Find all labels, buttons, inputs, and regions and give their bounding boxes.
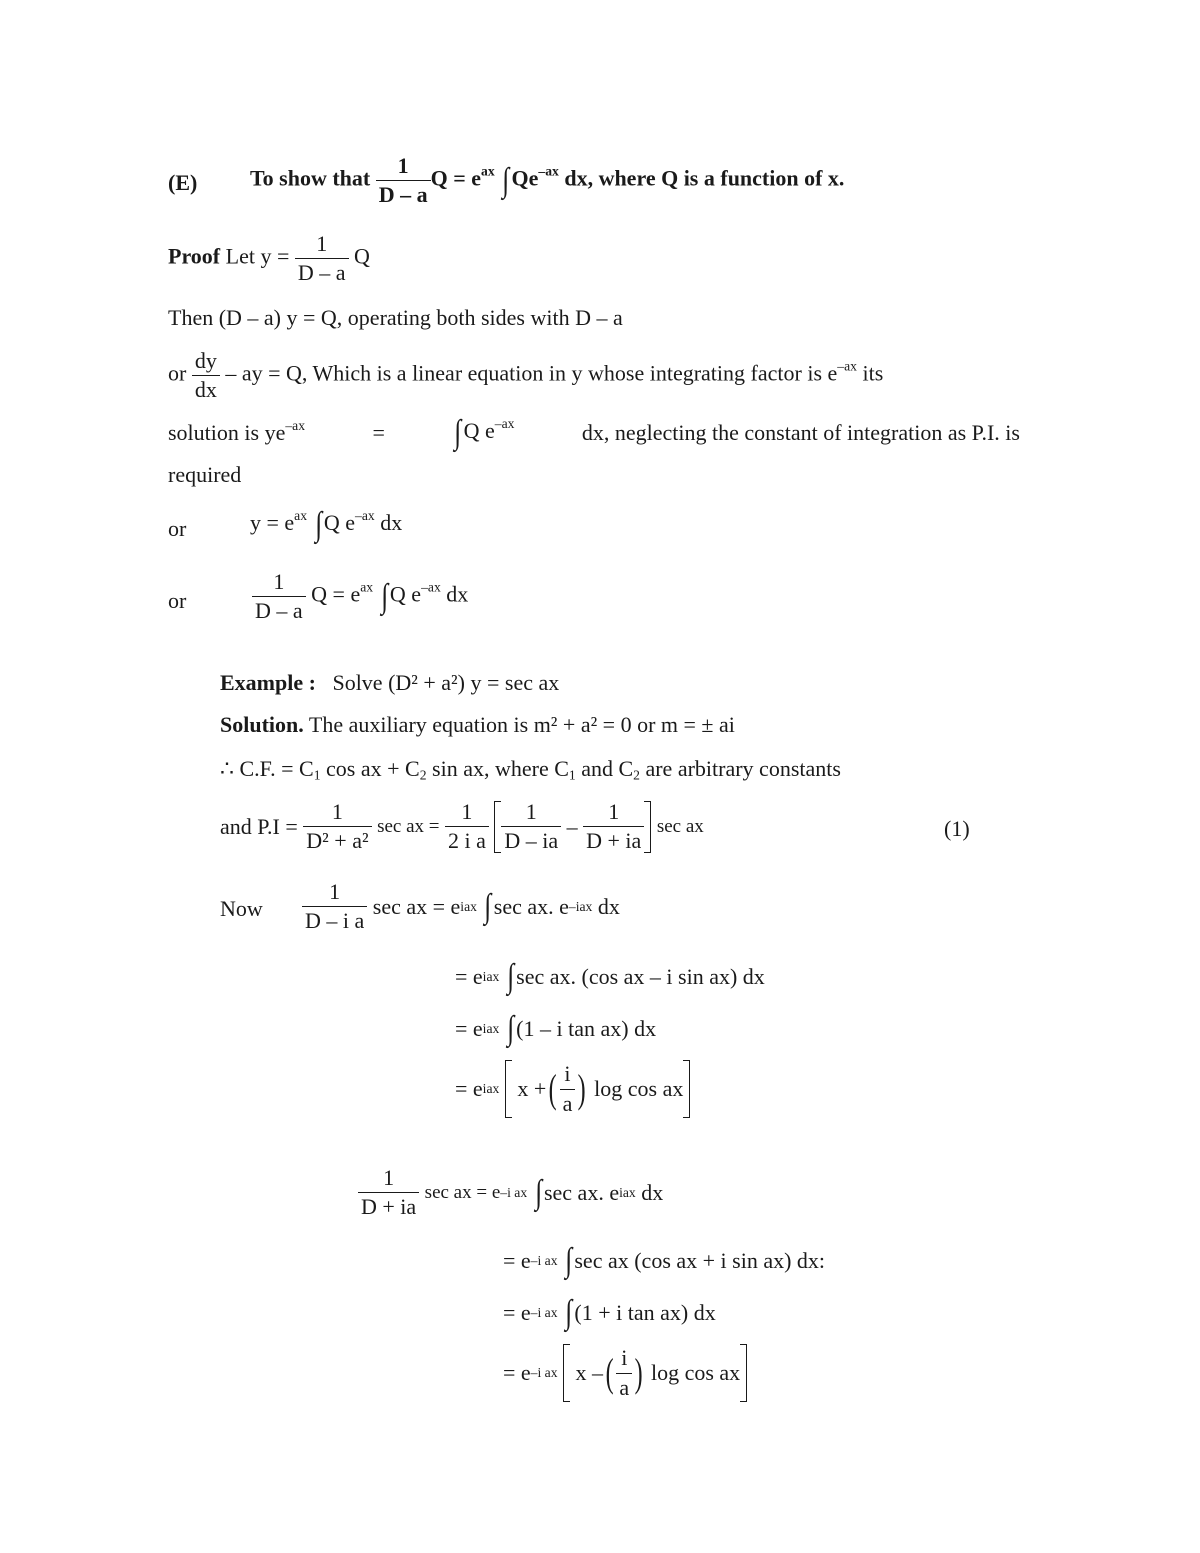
example-label: Example : <box>220 670 316 695</box>
pi-line: and P.I = $\frac{1}{\text{D² + a²}}$ sec ax = $\frac{1}{\text{2 i a}}$ $\frac{1}{D - ia}$ – $\frac{1}{D + ia}$ sec ax <box>220 799 704 854</box>
right-paren: ) <box>634 1350 643 1395</box>
then-line: Then (D – a) y = Q, operating both sides with D – a <box>168 305 623 330</box>
integral-sign: ∫ <box>565 1294 573 1331</box>
now-line-2: = e iax ∫ sec ax. (cos ax – i sin ax) dx <box>455 958 765 995</box>
integral-sign: ∫ <box>506 1010 514 1047</box>
solution-line: solution is $ye^{-ax}$ = ∫Q $e^{-ax}$ dx, neglecting the constant of integration as P.I. is <box>168 414 1020 451</box>
now-line-3: = e iax ∫ (1 – i tan ax) dx <box>455 1010 657 1047</box>
second-line-3: = e –i ax ∫ (1 + i tan ax) dx <box>503 1294 716 1331</box>
operator-result: $\frac{1}{D - a}$ $Q = e^{ax}$ ∫Q $e^{-ax}$ dx <box>252 570 468 623</box>
heading-statement: To show that $\frac{1}{D - a}$ $Q = e^{ax}$ $\int Qe^{-ax}$ dx, where Q is a function of x. <box>250 153 845 208</box>
integral-sign: ∫ <box>502 161 510 199</box>
left-paren: ( <box>605 1350 614 1395</box>
proof-label: Proof <box>168 243 221 269</box>
solution-heading-line: Solution. The auxiliary equation is m² + a² = 0 or m = ± ai <box>220 712 735 737</box>
now-line-4: = e iax x + ( $\frac{i}{a}$ ) log cos ax <box>455 1060 690 1118</box>
second-first-line: $\frac{1}{D + ia}$ sec ax = e –i ax ∫ sec ax. e iax dx <box>358 1166 663 1219</box>
fraction-dy-dx: $\frac{dy}{dx}$ <box>192 349 220 402</box>
equation-number: (1) <box>944 816 970 841</box>
heading-to-show: To show that <box>250 165 371 191</box>
now-first-line: $\frac{1}{\text{D – i a}}$ sec ax = e iax ∫ sec ax. e –iax dx <box>302 880 620 933</box>
fraction-1-over-d-minus-ia: $\frac{1}{D - ia}$ <box>501 800 561 853</box>
integral-sign: ∫ <box>565 1242 573 1279</box>
fraction-1-over-d-minus-ia: $\frac{1}{\text{D – i a}}$ <box>302 880 367 933</box>
integral-sign: ∫ <box>314 506 322 543</box>
y-equation: $y = e^{ax}$ ∫Q $e^{-ax}$ dx <box>250 506 403 543</box>
right-paren: ) <box>578 1066 587 1111</box>
cf-line: ∴ C.F. = $C_1$ cos ax + $C_2$ sin ax, where $C_1$ and $C_2$ are arbitrary constants <box>220 756 841 783</box>
right-bracket <box>644 801 651 853</box>
fraction-1-over-d-minus-a: $\frac{1}{D - a}$ <box>252 570 306 623</box>
section-label: (E) <box>168 170 198 195</box>
proof-line: Proof Let y = $\frac{1}{D - a}$ Q <box>168 231 370 286</box>
fraction-i-over-a: $\frac{i}{a}$ <box>560 1062 576 1115</box>
fraction-i-over-a: $\frac{i}{a}$ <box>616 1346 632 1399</box>
integral-sign: ∫ <box>506 958 514 995</box>
fraction-1-over-d2-a2: $\frac{1}{\text{D² + a²}}$ <box>303 800 371 853</box>
integral-sign: ∫ <box>454 414 462 451</box>
required-line: required <box>168 462 242 487</box>
left-paren: ( <box>548 1066 557 1111</box>
or-label: or <box>168 516 187 541</box>
example-line: Example : Solve (D² + a²) y = sec ax <box>220 670 560 695</box>
left-bracket <box>505 1060 512 1118</box>
integral-sign: ∫ <box>484 887 492 925</box>
solution-label: Solution. <box>220 712 304 737</box>
fraction-1-over-d-minus-a: $\frac{1}{D - a}$ <box>376 154 431 207</box>
right-bracket <box>740 1344 747 1402</box>
integral-sign: ∫ <box>534 1173 542 1211</box>
integral-sign: ∫ <box>380 577 388 615</box>
left-bracket <box>494 801 501 853</box>
fraction-1-over-d-plus-ia: $\frac{1}{D + ia}$ <box>583 800 644 853</box>
fraction-1-over-d-minus-a: $\frac{1}{D - a}$ <box>295 232 349 285</box>
now-label: Now <box>220 896 263 921</box>
or-label: or <box>168 588 187 613</box>
fraction-1-over-d-plus-ia: $\frac{1}{D + ia}$ <box>358 1166 419 1219</box>
left-bracket <box>563 1344 570 1402</box>
fraction-1-over-2ia: $\frac{1}{\text{2 i a}}$ <box>445 800 489 853</box>
second-line-4: = e –i ax x – ( $\frac{i}{a}$ ) log cos ax <box>503 1344 747 1402</box>
linear-equation-line: or $\frac{dy}{dx}$ – ay = Q, Which is a linear equation in y whose integrating factor is $e^{-ax}$ its <box>168 348 884 403</box>
right-bracket <box>683 1060 690 1118</box>
second-line-2: = e –i ax ∫ sec ax (cos ax + i sin ax) dx: <box>503 1242 826 1279</box>
